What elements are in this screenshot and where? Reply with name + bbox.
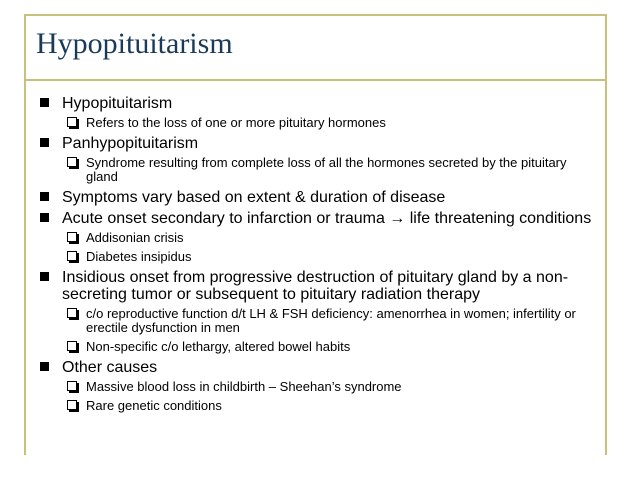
slide-body	[36, 95, 596, 418]
square-bullet-icon	[40, 362, 49, 371]
sub-bullet-item	[36, 250, 596, 264]
sub-bullet-text: Rare genetic conditions	[86, 398, 222, 413]
bullet-item	[36, 269, 596, 303]
bullet-text: Hypopituitarism	[62, 95, 173, 112]
sub-bullet-text: Syndrome resulting from complete loss of all the hormones secreted by the pituitary gland	[86, 155, 567, 184]
sub-bullet-item	[36, 380, 596, 394]
bullet-text: Panhypopituitarism	[62, 135, 199, 152]
bullet-text: Other causes	[62, 359, 158, 376]
sub-bullet-text: c/o reproductive function d/t LH & FSH deficiency: amenorrhea in women; infertility or erectile dysfunction in men	[86, 306, 576, 335]
bullet-text: Insidious onset from progressive destruction of pituitary gland by a non-secreting tumor or subsequent to pituitary radiation therapy	[62, 269, 569, 303]
sub-bullet-item	[36, 156, 596, 184]
square-bullet-icon	[40, 98, 49, 107]
sub-bullet-text: Diabetes insipidus	[86, 249, 192, 264]
right-arrow-icon: →	[389, 210, 406, 227]
bullet-item	[36, 135, 596, 152]
hollow-square-bullet-icon	[67, 308, 77, 318]
hollow-square-bullet-icon	[67, 341, 77, 351]
bullet-item	[36, 210, 596, 227]
sub-bullet-item	[36, 307, 596, 335]
sub-bullet-text: Massive blood loss in childbirth – Sheehan’s syndrome	[86, 379, 402, 394]
hollow-square-bullet-icon	[67, 251, 77, 261]
sub-bullet-item	[36, 340, 596, 354]
sub-bullet-text: Addisonian crisis	[86, 230, 184, 245]
square-bullet-icon	[40, 138, 49, 147]
bullet-item	[36, 359, 596, 376]
bullet-text-end: life threatening conditions	[409, 210, 592, 227]
bullet-item	[36, 95, 596, 112]
sub-bullet-text: Refers to the loss of one or more pituitary hormones	[86, 115, 386, 130]
bullet-text-start: Acute onset secondary to infarction or trauma	[62, 210, 385, 227]
sub-bullet-item	[36, 399, 596, 413]
slide-title: Hypopituitarism	[36, 27, 233, 60]
bullet-text: Symptoms vary based on extent & duration of disease	[62, 189, 446, 206]
hollow-square-bullet-icon	[67, 381, 77, 391]
hollow-square-bullet-icon	[67, 400, 77, 410]
hollow-square-bullet-icon	[67, 232, 77, 242]
title-divider	[24, 79, 607, 81]
square-bullet-icon	[40, 272, 49, 281]
sub-bullet-text: Non-specific c/o lethargy, altered bowel habits	[86, 339, 351, 354]
sub-bullet-item	[36, 231, 596, 245]
sub-bullet-item	[36, 116, 596, 130]
hollow-square-bullet-icon	[67, 157, 77, 167]
slide-border-top	[24, 14, 607, 16]
bullet-item	[36, 189, 596, 206]
hollow-square-bullet-icon	[67, 117, 77, 127]
square-bullet-icon	[40, 192, 49, 201]
square-bullet-icon	[40, 213, 49, 222]
